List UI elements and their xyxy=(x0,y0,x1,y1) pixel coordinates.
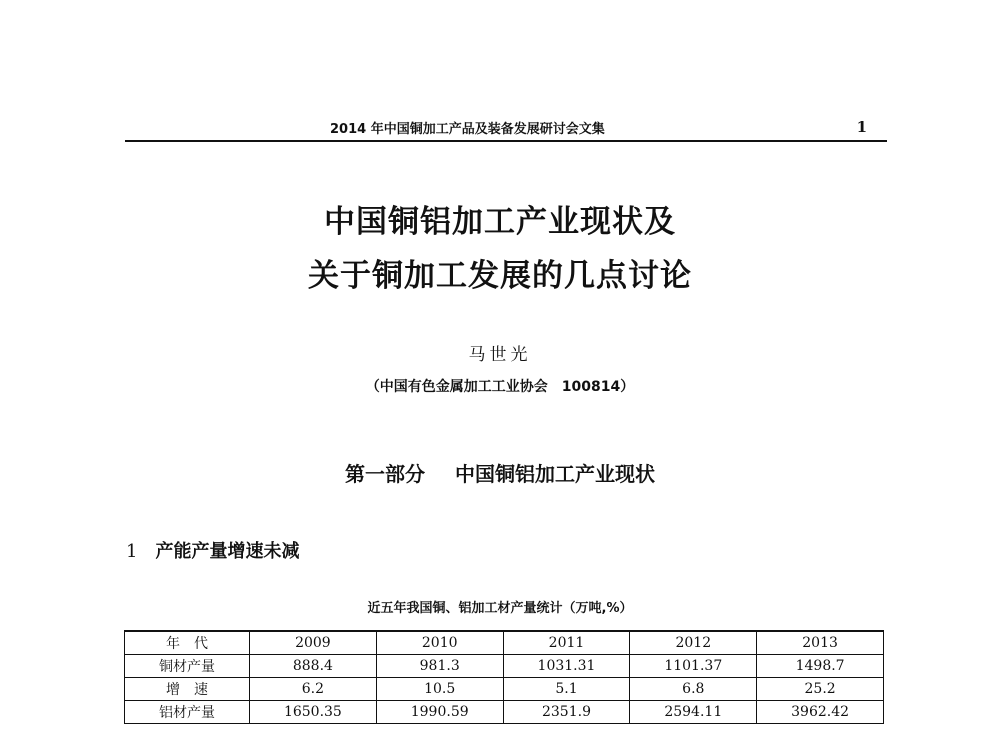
table-cell: 2012 xyxy=(630,631,757,655)
section-title: 产能产量增速未减 xyxy=(155,541,300,562)
part-heading xyxy=(0,458,1000,487)
table-cell: 5.1 xyxy=(503,678,630,701)
part-title: 中国铜铝加工产业现状 xyxy=(455,462,655,486)
table-cell: 25.2 xyxy=(757,678,884,701)
author-affiliation: （中国有色金属加工工业协会 100814） xyxy=(365,379,635,395)
table-cell: 1990.59 xyxy=(376,701,503,724)
table-cell: 2594.11 xyxy=(630,701,757,724)
table-cell: 铜材产量 xyxy=(125,655,250,678)
section-number: 1 xyxy=(126,541,138,562)
table-cell: 6.8 xyxy=(630,678,757,701)
table-cell: 6.2 xyxy=(250,678,377,701)
article-title-line-1: 中国铜铝加工产业现状及 xyxy=(324,204,676,240)
part-label: 第一部分 xyxy=(345,462,425,486)
table-cell: 981.3 xyxy=(376,655,503,678)
table-row xyxy=(125,655,884,678)
table-cell: 3962.42 xyxy=(757,701,884,724)
table-cell: 2010 xyxy=(376,631,503,655)
page-number: 1 xyxy=(856,118,867,136)
section-heading xyxy=(126,537,299,563)
table-cell: 2013 xyxy=(757,631,884,655)
table-cell: 2009 xyxy=(250,631,377,655)
table-cell: 888.4 xyxy=(250,655,377,678)
table-cell: 1650.35 xyxy=(250,701,377,724)
table-cell: 2011 xyxy=(503,631,630,655)
table-caption: 近五年我国铜、铝加工材产量统计（万吨,%） xyxy=(367,601,633,616)
author-name: 马世光 xyxy=(468,345,532,365)
running-header-title: 2014 年中国铜加工产品及装备发展研讨会文集 xyxy=(330,122,605,137)
table-cell: 2351.9 xyxy=(503,701,630,724)
table-cell: 10.5 xyxy=(376,678,503,701)
table-cell: 1498.7 xyxy=(757,655,884,678)
table-cell: 铝材产量 xyxy=(125,701,250,724)
table-row xyxy=(125,678,884,701)
header-rule xyxy=(125,140,887,142)
table-cell: 年 代 xyxy=(125,631,250,655)
table-cell: 1101.37 xyxy=(630,655,757,678)
article-title-line-2: 关于铜加工发展的几点讨论 xyxy=(308,258,692,294)
table-header-row xyxy=(125,631,884,655)
table-cell: 增 速 xyxy=(125,678,250,701)
table-row xyxy=(125,701,884,724)
table-cell: 1031.31 xyxy=(503,655,630,678)
running-header xyxy=(125,118,887,138)
production-table xyxy=(124,630,884,724)
